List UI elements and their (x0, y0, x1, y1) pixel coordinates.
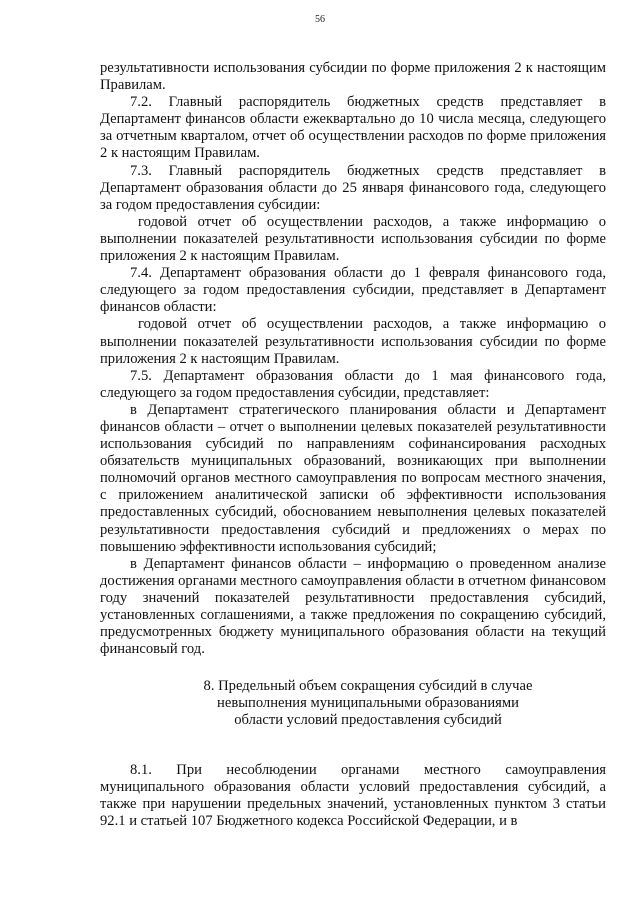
section-heading-line-1: 8. Предельный объем сокращения субсидий в случае (203, 678, 533, 695)
paragraph-7-3-annual-report: годовой отчет об осуществлении расходов, а также информацию о выполнении показателей результативности использования субсидии по форме приложения 2 к настоящим Правилам. (100, 213, 606, 265)
document-body (100, 60, 606, 830)
paragraph-continuation: результативности использования субсидии по форме приложения 2 к настоящим Правилам. (100, 60, 606, 94)
paragraph-7-5: 7.5. Департамент образования области до 1 мая финансового года, следующего за годом предоставления субсидии, представляет: (100, 367, 606, 401)
paragraph-7-4-annual-report: годовой отчет об осуществлении расходов, а также информацию о выполнении показателей результативности использования субсидии по форме приложения 2 к настоящим Правилам. (100, 316, 606, 367)
paragraph-7-2: 7.2. Главный распорядитель бюджетных средств представляет в Департамент финансов области ежеквартально до 10 числа месяца, следующего за отчетным кварталом, отчет об осуществлении расходов по форме приложения 2 к настоящим Правилам. (100, 94, 606, 162)
page-number: 56 (315, 14, 325, 25)
paragraph-7-3: 7.3. Главный распорядитель бюджетных средств представляет в Департамент образования области до 25 января финансового года, следующего за годом предоставления субсидии: (100, 162, 606, 213)
section-heading (100, 678, 606, 729)
paragraph-7-4: 7.4. Департамент образования области до 1 февраля финансового года, следующего за годом предоставления субсидии, представляет в Департамент финансов области: (100, 265, 606, 316)
paragraph-8-1: 8.1. При несоблюдении органами местного самоуправления муниципального образования области условий предоставления субсидий, а также при нарушении предельных значений, установленных пунктом 3 статьи 92.1 и статьей 107 Бюджетного кодекса Российской Федерации, и в (100, 761, 606, 829)
section-heading-line-3: области условий предоставления субсидий (234, 712, 502, 729)
paragraph-7-5-finance-department: в Департамент финансов области – информацию о проведенном анализе достижения органами местного самоуправления области в отчетном финансовом году значений показателей результативности предоставления субсидий, установленных соглашениями, а также предложения по сокращению субсидий, предусмотренных бюджету муниципального образования области на текущий финансовый год. (100, 555, 606, 658)
paragraph-7-5-strategic-planning: в Департамент стратегического планирования области и Департамент финансов области – отчет о выполнении целевых показателей результативности использования субсидий по направлениям софинансирования расходных обязательств муниципальных образований, возникающих при выполнении полномочий органов местного самоуправления по вопросам местного значения, с приложением аналитической записки об эффективности использования предоставленных субсидий, обоснованием невыполнения целевых показателей результативности предоставления субсидий и предложениях о мерах по повышению эффективности использования субсидий; (100, 401, 606, 555)
section-heading-line-2: невыполнения муниципальными образованиями (217, 695, 519, 712)
